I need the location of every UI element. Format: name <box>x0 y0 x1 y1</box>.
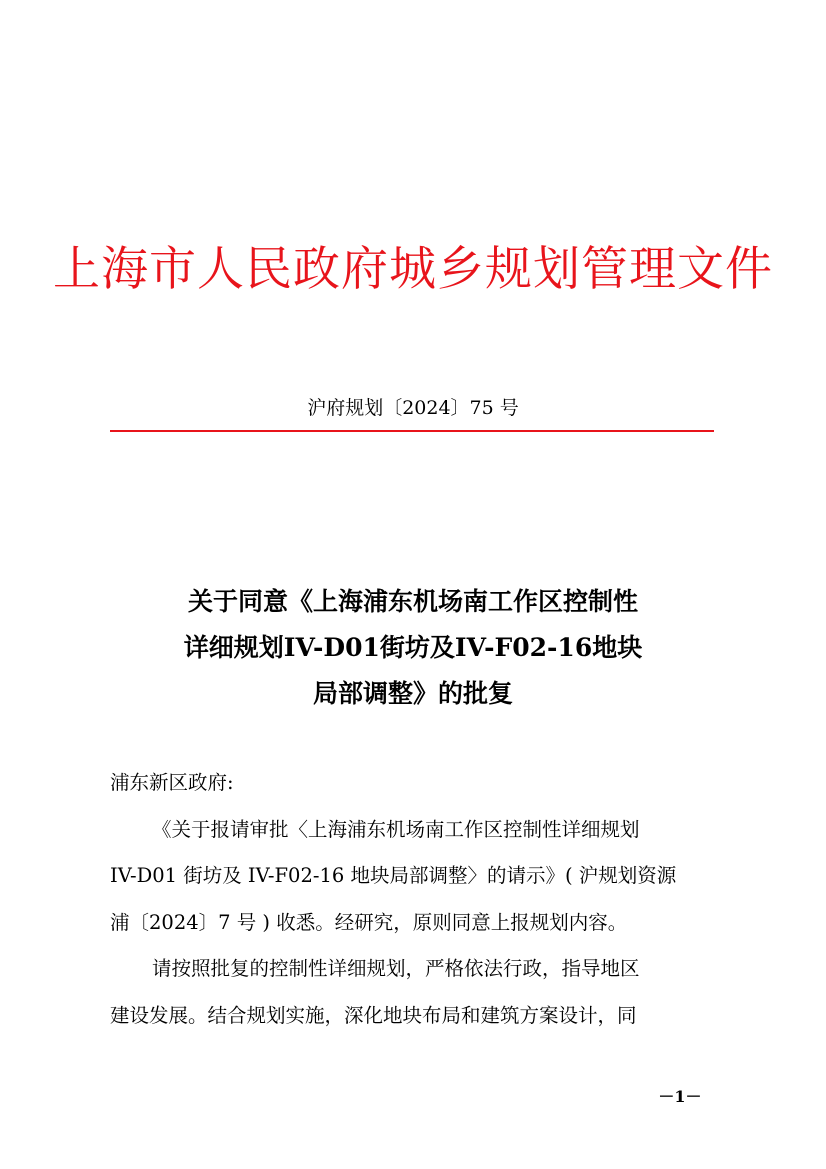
body-line: 建设发展。结合规划实施，深化地块布局和建筑方案设计，同 <box>110 1003 637 1027</box>
title-line: 关于同意《上海浦东机场南工作区控制性 <box>187 587 638 616</box>
page-number: －1－ <box>658 1087 702 1106</box>
salutation: 浦东新区政府: <box>110 771 234 794</box>
title-line: 详细规划IV-D01街坊及IV-F02-16地块 <box>183 633 643 662</box>
red-separator-line <box>110 430 714 432</box>
body-line: 请按照批复的控制性详细规划，严格依法行政，指导地区 <box>152 957 640 980</box>
issuer-masthead: 上海市人民政府城乡规划管理文件 <box>53 242 773 297</box>
body-line: IV-D01 街坊及 IV-F02-16 地块局部调整〉的请示》( 沪规划资源 <box>110 864 677 887</box>
title-line: 局部调整》的批复 <box>312 679 513 708</box>
body-line: 浦〔2024〕7 号 ) 收悉。经研究，原则同意上报规划内容。 <box>110 910 628 934</box>
document-number: 沪府规划〔2024〕75 号 <box>307 397 519 419</box>
document-body <box>110 760 714 1039</box>
document-title <box>0 579 826 717</box>
body-line: 《关于报请审批〈上海浦东机场南工作区控制性详细规划 <box>152 817 640 841</box>
